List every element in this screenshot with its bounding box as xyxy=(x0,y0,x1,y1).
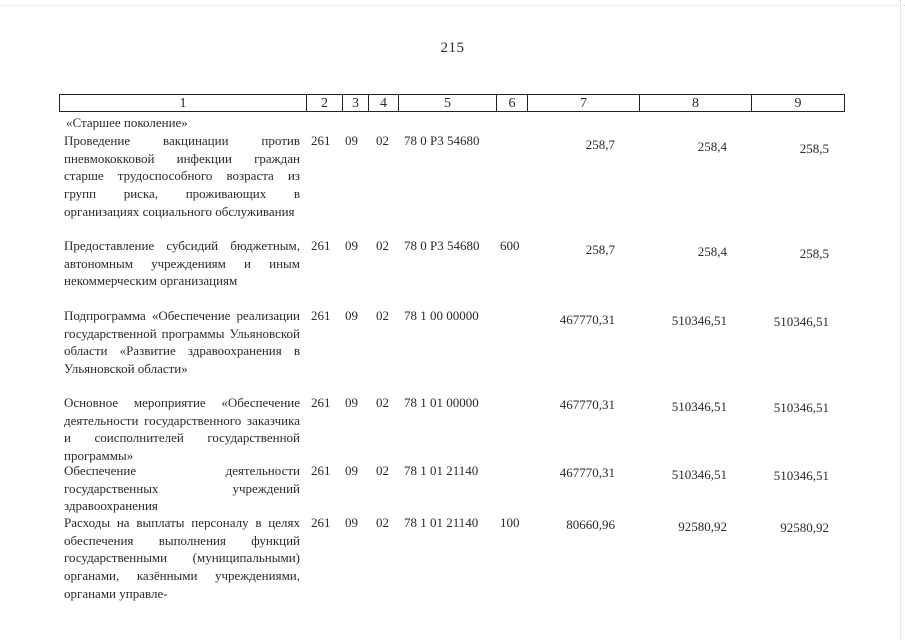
cell-col4: 02 xyxy=(376,238,389,253)
cell-col8: 258,4 xyxy=(697,139,727,154)
cell-col2: 261 xyxy=(311,238,331,253)
table-header-cell: 6 xyxy=(497,95,528,111)
cell-col2: 261 xyxy=(311,133,331,148)
cell-col7: 258,7 xyxy=(585,137,615,152)
cell-col8: 510346,51 xyxy=(671,467,727,482)
cell-col8: 92580,92 xyxy=(678,519,727,534)
table-header-row xyxy=(59,94,845,112)
cell-col4: 02 xyxy=(376,463,389,478)
table-header-cell: 7 xyxy=(528,95,640,111)
table-header-cell: 3 xyxy=(343,95,369,111)
cell-col7: 467770,31 xyxy=(559,465,615,480)
row-description: Обеспечение деятельности государственных учреждений здравоохранения xyxy=(64,463,300,514)
cell-col5: 78 1 01 00000 xyxy=(404,395,479,410)
cell-col2: 261 xyxy=(311,308,331,323)
scan-edge-right xyxy=(899,0,901,640)
cell-col3: 09 xyxy=(345,238,358,253)
row-description: Проведение вакцинации против пневмококковой инфекции граждан старше трудоспособного возраста из групп риска, проживающих в организациях социального обслуживания xyxy=(64,133,300,219)
cell-col3: 09 xyxy=(345,515,358,530)
cell-col3: 09 xyxy=(345,395,358,410)
page-number: 215 xyxy=(440,40,465,56)
cell-col7: 467770,31 xyxy=(559,312,615,327)
cell-col7: 258,7 xyxy=(585,242,615,257)
cell-col5: 78 1 01 21140 xyxy=(404,463,479,478)
cell-col9: 510346,51 xyxy=(773,314,829,329)
cell-col3: 09 xyxy=(345,133,358,148)
cell-col8: 258,4 xyxy=(697,244,727,259)
table-header-cell: 2 xyxy=(307,95,343,111)
cell-col6: 600 xyxy=(500,238,520,253)
cell-col9: 258,5 xyxy=(799,141,829,156)
cell-col9: 92580,92 xyxy=(780,520,829,535)
cell-col2: 261 xyxy=(311,395,331,410)
cell-col3: 09 xyxy=(345,308,358,323)
cell-col5: 78 0 P3 54680 xyxy=(404,238,480,253)
cell-col5: 78 1 00 00000 xyxy=(404,308,479,323)
cell-col9: 510346,51 xyxy=(773,400,829,415)
table-header-cell: 5 xyxy=(399,95,497,111)
cell-col7: 467770,31 xyxy=(559,397,615,412)
cell-col6: 100 xyxy=(500,515,520,530)
cell-col4: 02 xyxy=(376,515,389,530)
cell-col9: 510346,51 xyxy=(773,468,829,483)
cell-col3: 09 xyxy=(345,463,358,478)
row-description: Предоставление субсидий бюджетным, автономным учреждениям и иным некоммерческим организациям xyxy=(64,238,300,289)
table-header-cell: 4 xyxy=(369,95,399,111)
cell-col8: 510346,51 xyxy=(671,313,727,328)
cell-col4: 02 xyxy=(376,308,389,323)
cell-col8: 510346,51 xyxy=(671,399,727,414)
cell-col5: 78 1 01 21140 xyxy=(404,515,479,530)
cell-col4: 02 xyxy=(376,395,389,410)
scan-edge-top xyxy=(0,5,905,7)
row-description: Основное мероприятие «Обеспечение деятельности государственного заказчика и соисполнителей государственной программы» xyxy=(64,395,300,464)
cell-col2: 261 xyxy=(311,463,331,478)
cell-col2: 261 xyxy=(311,515,331,530)
cell-col9: 258,5 xyxy=(799,246,829,261)
cell-col7: 80660,96 xyxy=(566,517,615,532)
cell-col5: 78 0 P3 54680 xyxy=(404,133,480,148)
row-description: Расходы на выплаты персоналу в целях обеспечения выполнения функций государственными (муниципальными) органами, казёнными учреждениями, органами управле- xyxy=(64,515,300,601)
table-header-cell: 1 xyxy=(60,95,307,111)
row-description: Подпрограмма «Обеспечение реализации государственной программы Ульяновской области «Развитие здравоохранения в Ульяновской области» xyxy=(64,308,300,377)
table-header-cell: 8 xyxy=(640,95,752,111)
cell-col4: 02 xyxy=(376,133,389,148)
table-header-cell: 9 xyxy=(794,96,802,111)
table-intro-line: «Старшее поколение» xyxy=(66,115,188,130)
